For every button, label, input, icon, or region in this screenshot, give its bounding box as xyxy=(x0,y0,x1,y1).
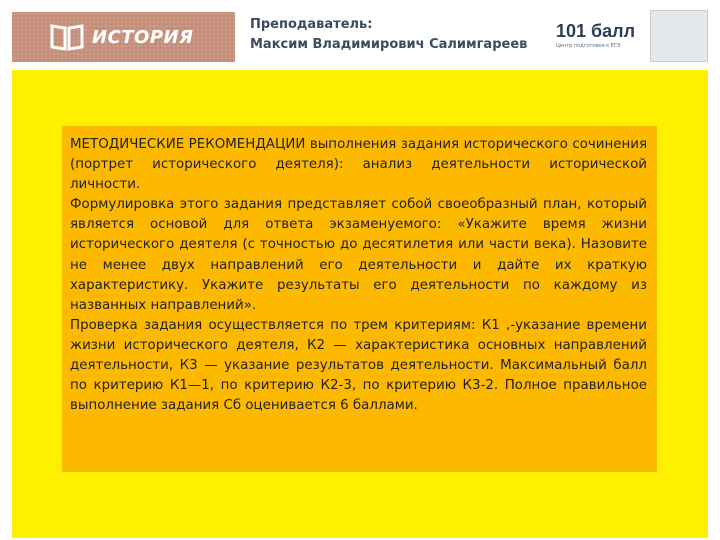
paragraph-task-formulation: Формулировка этого задания представляет собой своеобразный план, который является основой для ответа экзаменуемого: «Укажите время жизни исторического деятеля (с точностью до десятилетия или части века). Назовите не менее двух направлений его деятельности и дайте их краткую характеристику. Укажите результаты его деятельности по каждому из названных направлений». xyxy=(70,197,647,313)
open-book-icon xyxy=(50,22,84,52)
paragraph-methodical-recommendations: МЕТОДИЧЕСКИЕ РЕКОМЕНДАЦИИ выполнения задания исторического сочинения (портрет исторического деятеля): анализ деятельности исторической личности. xyxy=(70,137,647,193)
corner-decoration xyxy=(650,10,708,62)
methodical-text xyxy=(70,135,647,416)
teacher-name: Максим Владимирович Салимгареев xyxy=(250,37,528,52)
teacher-info xyxy=(250,15,527,55)
header xyxy=(0,0,720,68)
logo-title: ИСТОРИЯ xyxy=(92,26,194,48)
subject-logo xyxy=(12,12,235,62)
brand-name: 101 балл xyxy=(556,21,636,41)
brand-subtitle: Центр подготовки к ЕГЭ xyxy=(556,43,621,49)
brand-logo xyxy=(556,22,635,50)
paragraph-assessment-criteria: Проверка задания осуществляется по трем критериям: К1 ,-указание времени жизни исторического деятеля, К2 — характеристика основных направлений деятельности, К3 — указание результатов деятельности. Максимальный балл по критерию К1—1, по критерию К2-3, по критерию К3-2. Полное правильное выполнение задания Сб оценивается 6 баллами. xyxy=(70,317,647,414)
teacher-label: Преподаватель: xyxy=(250,17,373,32)
